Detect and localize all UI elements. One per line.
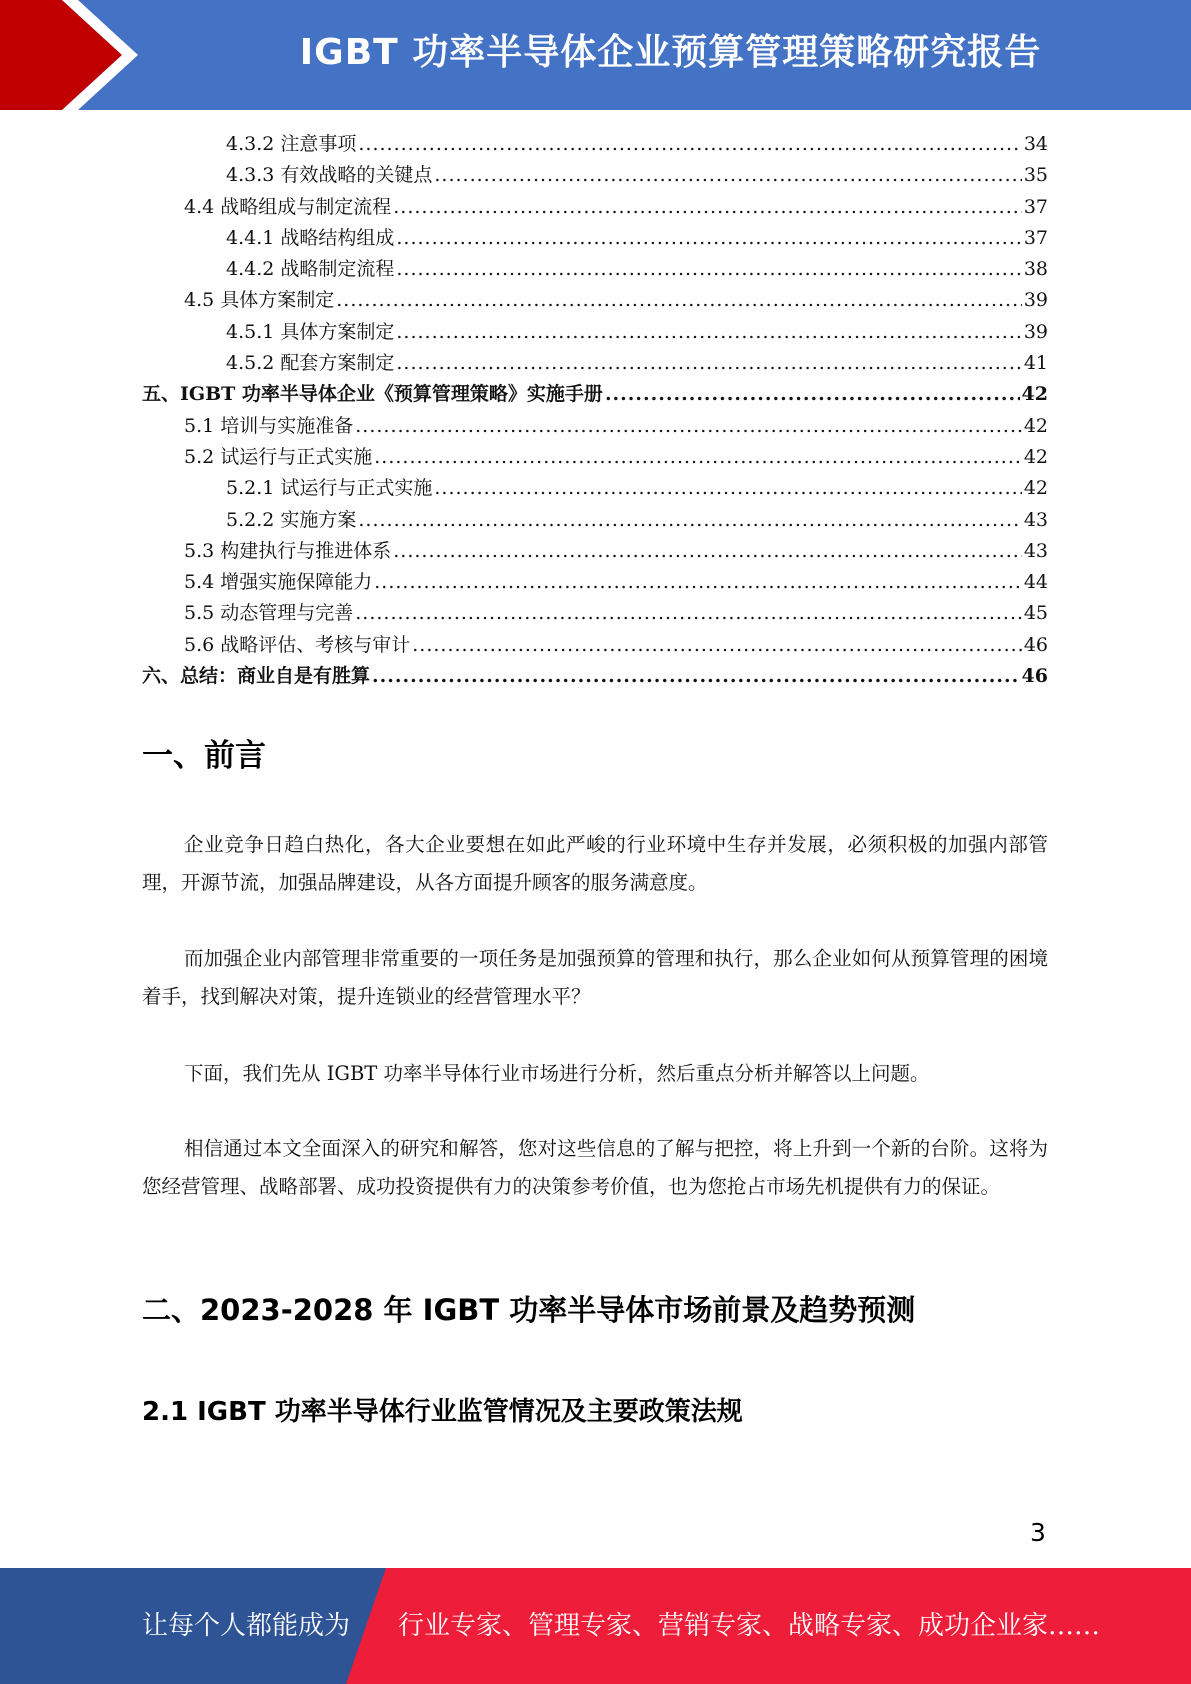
toc-dot-leader — [358, 133, 1021, 155]
toc-entry-page: 46 — [1021, 665, 1048, 688]
toc-dot-leader — [393, 196, 1022, 218]
toc-entry[interactable] — [142, 223, 1048, 254]
toc-dot-leader — [396, 227, 1021, 249]
toc-dot-leader — [374, 446, 1022, 468]
toc-entry[interactable] — [142, 411, 1048, 442]
toc-entry[interactable] — [142, 598, 1048, 629]
toc-entry-label: 4.5.1 具体方案制定 — [226, 320, 395, 343]
toc-dot-leader — [336, 289, 1022, 311]
toc-dot-leader — [412, 634, 1022, 656]
toc-entry-page: 37 — [1023, 195, 1048, 218]
toc-dot-leader — [393, 540, 1022, 562]
toc-entry-page: 43 — [1023, 539, 1048, 562]
toc-entry[interactable] — [142, 160, 1048, 191]
toc-entry[interactable] — [142, 661, 1048, 692]
toc-entry-page: 39 — [1023, 289, 1048, 312]
table-of-contents — [142, 129, 1048, 692]
section-heading-preface: 一、前言 — [142, 738, 266, 774]
toc-entry[interactable] — [142, 630, 1048, 661]
toc-entry-page: 43 — [1023, 508, 1048, 531]
toc-entry-page: 41 — [1023, 352, 1048, 375]
toc-entry-label: 5.2 试运行与正式实施 — [184, 445, 373, 468]
toc-entry-label: 五、IGBT 功率半导体企业《预算管理策略》实施手册 — [142, 383, 603, 406]
toc-entry-label: 4.4.1 战略结构组成 — [226, 226, 395, 249]
toc-entry-label: 4.4 战略组成与制定流程 — [184, 195, 392, 218]
toc-dot-leader — [358, 509, 1021, 531]
footer-slogan-right: 行业专家、管理专家、营销专家、战略专家、成功企业家…… — [398, 1611, 1101, 1641]
toc-entry[interactable] — [142, 348, 1048, 379]
toc-entry-label: 4.5 具体方案制定 — [184, 289, 335, 312]
toc-entry-label: 5.2.2 实施方案 — [226, 508, 357, 531]
toc-entry-page: 39 — [1023, 320, 1048, 343]
toc-dot-leader — [396, 258, 1021, 280]
toc-entry[interactable] — [142, 317, 1048, 348]
toc-entry-label: 5.4 增强实施保障能力 — [184, 571, 373, 594]
preface-paragraph: 下面，我们先从 IGBT 功率半导体行业市场进行分析，然后重点分析并解答以上问题。 — [184, 1062, 930, 1085]
toc-entry-page: 42 — [1023, 414, 1048, 437]
toc-entry[interactable] — [142, 536, 1048, 567]
toc-dot-leader — [372, 665, 1020, 687]
toc-dot-leader — [355, 415, 1022, 437]
toc-entry-label: 六、总结：商业自是有胜算 — [142, 665, 371, 688]
toc-entry-label: 4.4.2 战略制定流程 — [226, 258, 395, 281]
footer-slogan-left: 让每个人都能成为 — [142, 1611, 351, 1641]
toc-entry[interactable] — [142, 129, 1048, 160]
toc-entry-page: 42 — [1021, 383, 1048, 406]
toc-entry-label: 4.5.2 配套方案制定 — [226, 352, 395, 375]
toc-entry-page: 44 — [1023, 571, 1048, 594]
toc-entry-label: 5.6 战略评估、考核与审计 — [184, 633, 411, 656]
toc-entry-page: 35 — [1023, 164, 1048, 187]
toc-dot-leader — [374, 571, 1022, 593]
subsection-heading-regulation: 2.1 IGBT 功率半导体行业监管情况及主要政策法规 — [142, 1397, 743, 1427]
toc-entry-page: 37 — [1023, 226, 1048, 249]
toc-entry-page: 46 — [1023, 633, 1048, 656]
toc-entry-label: 4.3.2 注意事项 — [226, 133, 357, 155]
toc-entry[interactable] — [142, 473, 1048, 504]
section-heading-market-forecast: 二、2023-2028 年 IGBT 功率半导体市场前景及趋势预测 — [142, 1293, 916, 1327]
toc-entry-label: 4.3.3 有效战略的关键点 — [226, 164, 433, 187]
preface-paragraph: 相信通过本文全面深入的研究和解答，您对这些信息的了解与把控，将上升到一个新的台阶。这将为您经营管理、战略部署、成功投资提供有力的决策参考价值，也为您抢占市场先机提供有力的保证。 — [142, 1137, 1048, 1198]
page-number: 3 — [1030, 1518, 1046, 1547]
toc-entry-label: 5.3 构建执行与推进体系 — [184, 539, 392, 562]
toc-entry[interactable] — [142, 379, 1048, 410]
header-arrow-decoration — [0, 0, 160, 110]
report-title: IGBT 功率半导体企业预算管理策略研究报告 — [299, 32, 1042, 73]
preface-paragraph: 而加强企业内部管理非常重要的一项任务是加强预算的管理和执行，那么企业如何从预算管理的困境着手，找到解决对策，提升连锁业的经营管理水平？ — [142, 947, 1048, 1008]
toc-entry-page: 45 — [1023, 602, 1048, 625]
toc-entry-page: 42 — [1023, 477, 1048, 500]
toc-entry-page: 34 — [1023, 133, 1048, 155]
toc-entry[interactable] — [142, 192, 1048, 223]
toc-entry[interactable] — [142, 285, 1048, 316]
toc-entry-page: 42 — [1023, 445, 1048, 468]
toc-dot-leader — [355, 602, 1022, 624]
page-footer — [0, 1568, 1191, 1684]
toc-dot-leader — [396, 352, 1021, 374]
toc-entry-page: 38 — [1023, 258, 1048, 281]
toc-dot-leader — [434, 164, 1021, 186]
toc-entry[interactable] — [142, 442, 1048, 473]
toc-dot-leader — [434, 477, 1021, 499]
toc-entry[interactable] — [142, 505, 1048, 536]
toc-dot-leader — [396, 321, 1021, 343]
toc-entry-label: 5.2.1 试运行与正式实施 — [226, 477, 433, 500]
toc-dot-leader — [605, 383, 1020, 405]
toc-entry[interactable] — [142, 254, 1048, 285]
toc-entry-label: 5.5 动态管理与完善 — [184, 602, 354, 625]
page-header — [0, 0, 1191, 110]
toc-entry[interactable] — [142, 567, 1048, 598]
preface-paragraph: 企业竞争日趋白热化，各大企业要想在如此严峻的行业环境中生存并发展，必须积极的加强内部管理，开源节流，加强品牌建设，从各方面提升顾客的服务满意度。 — [142, 833, 1048, 894]
toc-entry-label: 5.1 培训与实施准备 — [184, 414, 354, 437]
